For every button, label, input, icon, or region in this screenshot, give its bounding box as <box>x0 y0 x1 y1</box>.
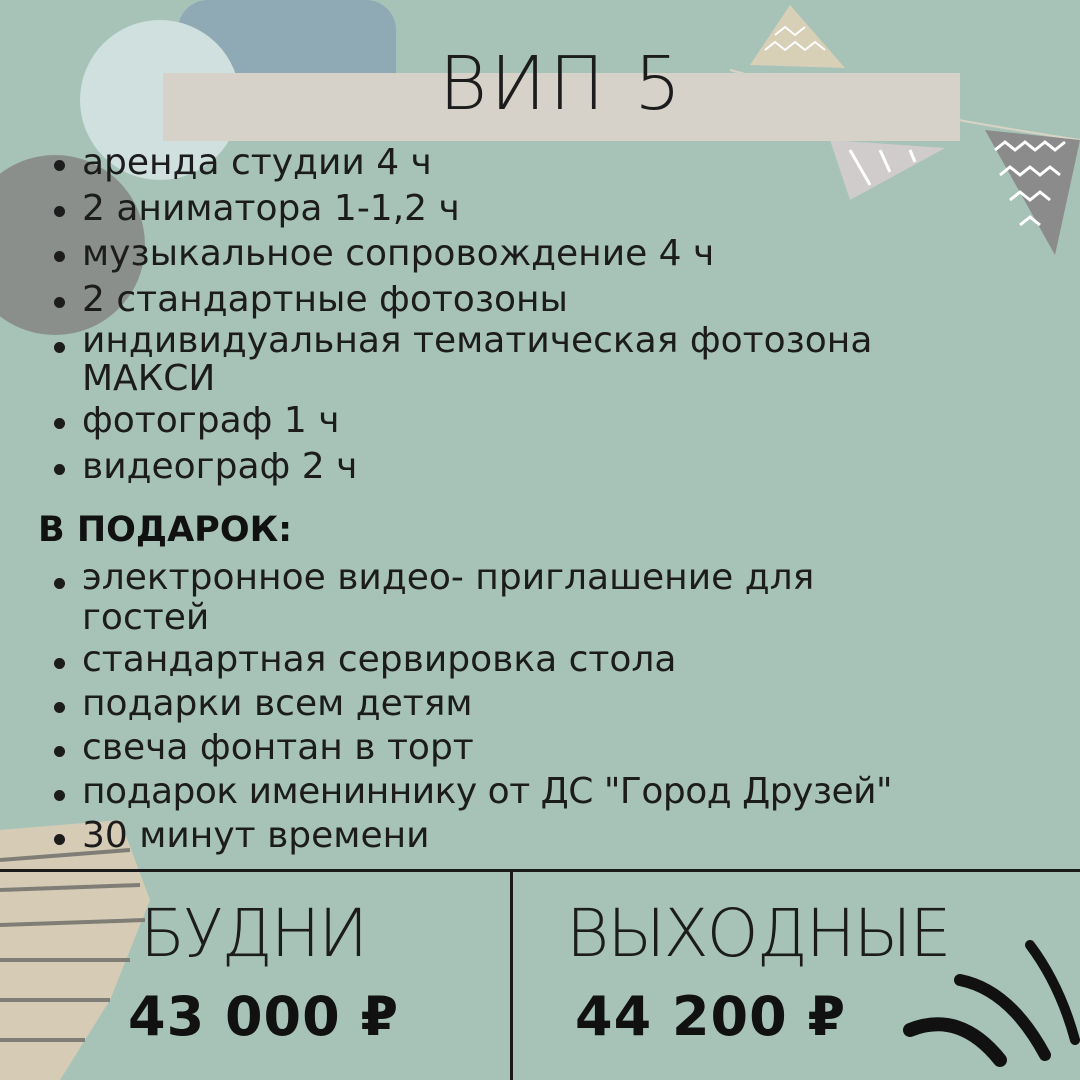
pricing-divider-vertical <box>510 869 513 1080</box>
list-item: аренда студии 4 ч <box>42 140 982 186</box>
list-item: видеограф 2 ч <box>42 444 982 490</box>
list-item: 2 стандартные фотозоны <box>42 277 982 323</box>
list-item: электронное видео- приглашение для гостей <box>42 558 942 638</box>
weekend-label: ВЫХОДНЫЕ <box>566 895 950 972</box>
gift-heading: В ПОДАРОК: <box>38 510 293 550</box>
list-item: фотограф 1 ч <box>42 398 982 444</box>
weekday-price: 43 000 ₽ <box>128 985 400 1048</box>
weekend-price: 44 200 ₽ <box>575 985 847 1048</box>
list-item: подарки всем детям <box>42 682 942 726</box>
features-list <box>42 140 982 489</box>
page-title: ВИП 5 <box>438 41 685 127</box>
weekday-label: БУДНИ <box>140 895 367 972</box>
list-item: музыкальное сопровождение 4 ч <box>42 231 982 277</box>
title-banner <box>163 41 960 141</box>
pricing-divider-horizontal <box>0 869 1080 872</box>
list-item: 30 минут времени <box>42 814 942 858</box>
list-item: подарок имениннику от ДС "Город Друзей" <box>42 770 942 814</box>
list-item: стандартная сервировка стола <box>42 638 942 682</box>
gifts-list <box>42 558 942 858</box>
list-item: индивидуальная тематическая фотозона МАКСИ <box>42 322 982 398</box>
list-item: свеча фонтан в торт <box>42 726 942 770</box>
list-item: 2 аниматора 1-1,2 ч <box>42 186 982 232</box>
